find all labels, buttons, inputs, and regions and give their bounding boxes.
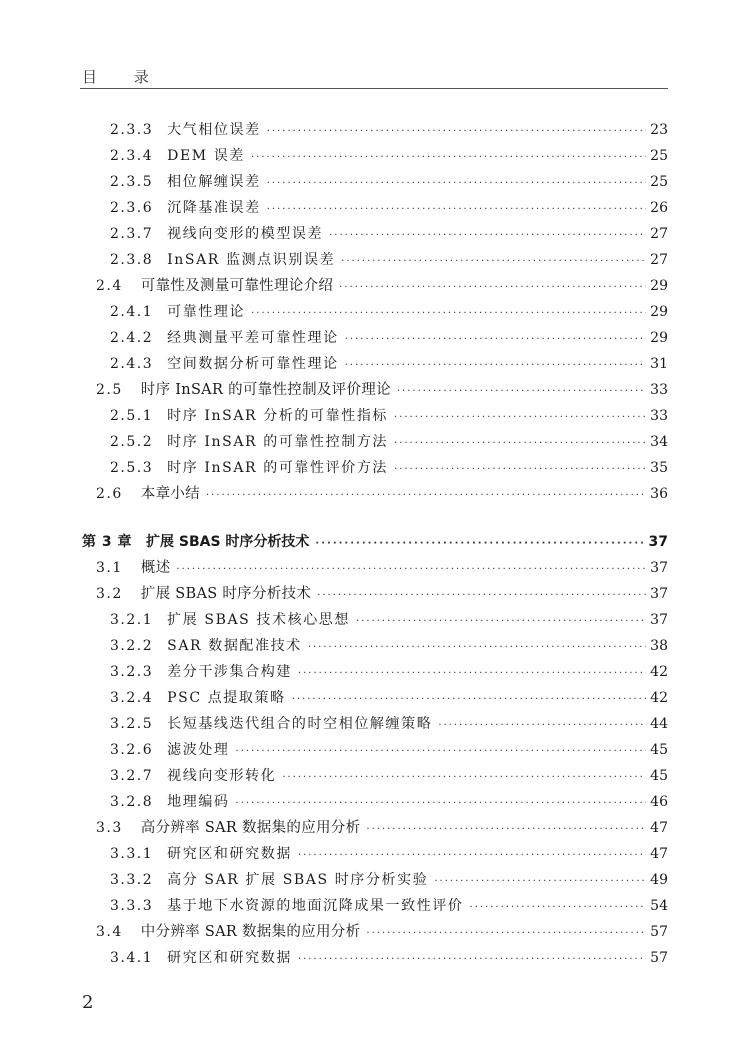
toc-entry-number: 3.2.5 <box>110 716 154 732</box>
toc-entry-title: 地理编码 <box>167 794 230 810</box>
dot-leader <box>251 145 646 171</box>
dot-leader <box>438 713 646 739</box>
toc-entry-page: 37 <box>650 560 668 576</box>
toc-entry-title: 长短基线迭代组合的时空相位解缠策略 <box>167 716 433 732</box>
toc-entry-number: 第 3 章 <box>82 534 132 550</box>
toc-entry-page: 31 <box>650 356 668 372</box>
toc-entry-number: 3.2.6 <box>110 742 154 758</box>
dot-leader <box>345 327 646 353</box>
dot-leader <box>394 457 646 483</box>
toc-entry <box>96 919 668 945</box>
toc-entry-title: 时序 InSAR 的可靠性控制及评价理论 <box>140 382 391 398</box>
dot-leader <box>267 119 646 145</box>
toc-entry <box>96 815 668 841</box>
toc-entry-page: 46 <box>650 794 668 810</box>
dot-leader <box>267 197 646 223</box>
toc-entry-number: 2.3.5 <box>110 174 154 190</box>
dot-leader <box>339 275 646 301</box>
toc-entry-number: 2.3.6 <box>110 200 154 216</box>
toc-entry-title: PSC 点提取策略 <box>167 690 286 706</box>
toc-entry-number: 2.3.8 <box>110 252 154 268</box>
toc-entry-page: 34 <box>650 434 668 450</box>
toc-entry <box>110 789 668 815</box>
toc-entry-title: 高分 SAR 扩展 SBAS 时序分析实验 <box>167 872 429 888</box>
toc-entry-number: 3.2.4 <box>110 690 154 706</box>
toc-entry-page: 26 <box>650 200 668 216</box>
toc-entry-number: 2.4.2 <box>110 330 154 346</box>
running-header: 目 录 <box>82 68 165 86</box>
dot-leader <box>345 353 646 379</box>
toc-entry-title: 时序 InSAR 的可靠性控制方法 <box>167 434 389 450</box>
toc-entry-title: 沉降基准误差 <box>167 200 261 216</box>
toc-entry-title: 可靠性及测量可靠性理论介绍 <box>140 278 334 294</box>
header-rule <box>80 88 668 89</box>
toc-entry-number: 2.4 <box>96 278 123 294</box>
dot-leader <box>292 687 646 713</box>
toc-entry-number: 2.4.1 <box>110 304 154 320</box>
toc-entry-page: 37 <box>650 612 668 628</box>
toc-entry <box>110 945 668 971</box>
dot-leader <box>329 223 646 249</box>
toc-entry <box>96 481 668 507</box>
toc-entry-page: 37 <box>648 534 668 550</box>
dot-leader <box>236 791 646 817</box>
toc-entry-title: 时序 InSAR 的可靠性评价方法 <box>167 460 389 476</box>
toc-entry-title: 经典测量平差可靠性理论 <box>167 330 339 346</box>
toc-entry-number: 3.2.2 <box>110 638 154 654</box>
toc-entry-page: 47 <box>650 820 668 836</box>
toc-entry <box>110 607 668 633</box>
toc-entry-page: 25 <box>650 174 668 190</box>
dot-leader <box>315 531 644 557</box>
toc-entry-number: 3.3.3 <box>110 898 154 914</box>
dot-leader <box>397 379 646 405</box>
toc-entry-number: 2.4.3 <box>110 356 154 372</box>
toc-entry <box>110 403 668 429</box>
toc-entry-number: 3.2.8 <box>110 794 154 810</box>
toc-entry-title: 高分辨率 SAR 数据集的应用分析 <box>140 820 361 836</box>
toc-entry <box>96 273 668 299</box>
toc-entry-number: 3.4 <box>96 924 123 940</box>
toc-entry-title: 研究区和研究数据 <box>167 846 292 862</box>
toc-entry-title: 大气相位误差 <box>167 122 261 138</box>
toc-entry <box>110 841 668 867</box>
toc-entry <box>110 169 668 195</box>
toc-entry-page: 44 <box>650 716 668 732</box>
toc-entry <box>110 455 668 481</box>
toc-entry-title: SAR 数据配准技术 <box>167 638 302 654</box>
toc-entry-title: 滤波处理 <box>167 742 230 758</box>
toc-entry-title: InSAR 监测点识别误差 <box>167 252 336 268</box>
toc-entry <box>110 299 668 325</box>
toc-entry-number: 2.3.3 <box>110 122 154 138</box>
toc-entry-title: 相位解缠误差 <box>167 174 261 190</box>
toc-entry <box>110 685 668 711</box>
dot-leader <box>394 405 646 431</box>
toc-entry-page: 29 <box>650 330 668 346</box>
toc-entry-title: 可靠性理论 <box>167 304 246 320</box>
toc-entry <box>110 737 668 763</box>
toc-entry <box>82 529 668 555</box>
toc-entry-page: 36 <box>650 486 668 502</box>
page-number: 2 <box>82 992 94 1013</box>
dot-leader <box>176 557 646 583</box>
toc-entry <box>110 325 668 351</box>
toc-entry-page: 27 <box>650 252 668 268</box>
toc-entry-title: 差分干涉集合构建 <box>167 664 292 680</box>
toc-entry-page: 57 <box>650 950 668 966</box>
toc-entry <box>110 633 668 659</box>
toc-entry-number: 3.3 <box>96 820 123 836</box>
dot-leader <box>434 869 646 895</box>
toc-entry-page: 37 <box>650 586 668 602</box>
dot-leader <box>394 431 646 457</box>
toc-entry <box>110 867 668 893</box>
dot-leader <box>366 921 646 947</box>
toc-entry <box>110 659 668 685</box>
toc-entry <box>110 195 668 221</box>
toc-entry-title: 中分辨率 SAR 数据集的应用分析 <box>140 924 361 940</box>
toc-entry-title: 概述 <box>140 560 171 576</box>
toc-entry <box>110 117 668 143</box>
toc-entry-page: 33 <box>650 382 668 398</box>
dot-leader <box>356 609 646 635</box>
dot-leader <box>366 817 646 843</box>
toc-entry-number: 2.5.1 <box>110 408 154 424</box>
toc-entry-page: 35 <box>650 460 668 476</box>
toc-entry-page: 38 <box>650 638 668 654</box>
dot-leader <box>298 947 646 973</box>
toc-entry-number: 3.2.1 <box>110 612 154 628</box>
toc-entry <box>110 763 668 789</box>
toc-entry-title: 研究区和研究数据 <box>167 950 292 966</box>
dot-leader <box>341 249 646 275</box>
toc-entry-title: 基于地下水资源的地面沉降成果一致性评价 <box>167 898 464 914</box>
dot-leader <box>298 661 646 687</box>
dot-leader <box>251 301 646 327</box>
toc-entry-page: 45 <box>650 768 668 784</box>
toc-entry-number: 2.5 <box>96 382 123 398</box>
toc-entry-number: 2.3.7 <box>110 226 154 242</box>
toc-entry-page: 47 <box>650 846 668 862</box>
toc-entry-number: 2.5.3 <box>110 460 154 476</box>
dot-leader <box>206 483 646 509</box>
toc-entry-page: 49 <box>650 872 668 888</box>
toc-entry-page: 25 <box>650 148 668 164</box>
toc-entry <box>96 377 668 403</box>
toc-entry-number: 3.2.3 <box>110 664 154 680</box>
toc-entry-page: 42 <box>650 664 668 680</box>
toc-entry-number: 3.2 <box>96 586 123 602</box>
toc-entry-number: 2.6 <box>96 486 123 502</box>
toc-entry <box>96 555 668 581</box>
toc-entry-title: 扩展 SBAS 技术核心思想 <box>167 612 351 628</box>
toc-entry <box>110 429 668 455</box>
toc-entry-number: 3.2.7 <box>110 768 154 784</box>
toc-entry <box>110 351 668 377</box>
toc-entry-title: 视线向变形的模型误差 <box>167 226 324 242</box>
toc-entry-page: 33 <box>650 408 668 424</box>
toc-entry-title: 视线向变形转化 <box>167 768 277 784</box>
toc-entry-page: 45 <box>650 742 668 758</box>
toc-entry <box>110 893 668 919</box>
toc-entry-number: 2.5.2 <box>110 434 154 450</box>
toc-entry-title: 空间数据分析可靠性理论 <box>167 356 339 372</box>
dot-leader <box>317 583 646 609</box>
dot-leader <box>282 765 646 791</box>
toc-entry-number: 3.3.2 <box>110 872 154 888</box>
toc-entry <box>110 247 668 273</box>
toc-entry-title: 本章小结 <box>140 486 200 502</box>
toc-entry-title: 时序 InSAR 分析的可靠性指标 <box>167 408 389 424</box>
toc-entry-number: 3.4.1 <box>110 950 154 966</box>
toc-entry-number: 3.3.1 <box>110 846 154 862</box>
toc-entry <box>110 711 668 737</box>
toc-entry-page: 29 <box>650 304 668 320</box>
toc-entry-page: 27 <box>650 226 668 242</box>
toc-entry-page: 23 <box>650 122 668 138</box>
toc-entry-number: 3.1 <box>96 560 123 576</box>
toc-entry-number: 2.3.4 <box>110 148 154 164</box>
toc-entry <box>110 143 668 169</box>
dot-leader <box>267 171 646 197</box>
toc-entry-title: DEM 误差 <box>167 148 245 164</box>
toc-entry-page: 29 <box>650 278 668 294</box>
toc-entry <box>110 221 668 247</box>
toc-entry-title: 扩展 SBAS 时序分析技术 <box>140 586 312 602</box>
dot-leader <box>470 895 646 921</box>
toc-entry-page: 42 <box>650 690 668 706</box>
toc-entry-page: 57 <box>650 924 668 940</box>
toc-entry-page: 54 <box>650 898 668 914</box>
toc-entry <box>96 581 668 607</box>
dot-leader <box>236 739 646 765</box>
dot-leader <box>298 843 646 869</box>
dot-leader <box>308 635 646 661</box>
toc-entry-title: 扩展 SBAS 时序分析技术 <box>146 534 310 550</box>
